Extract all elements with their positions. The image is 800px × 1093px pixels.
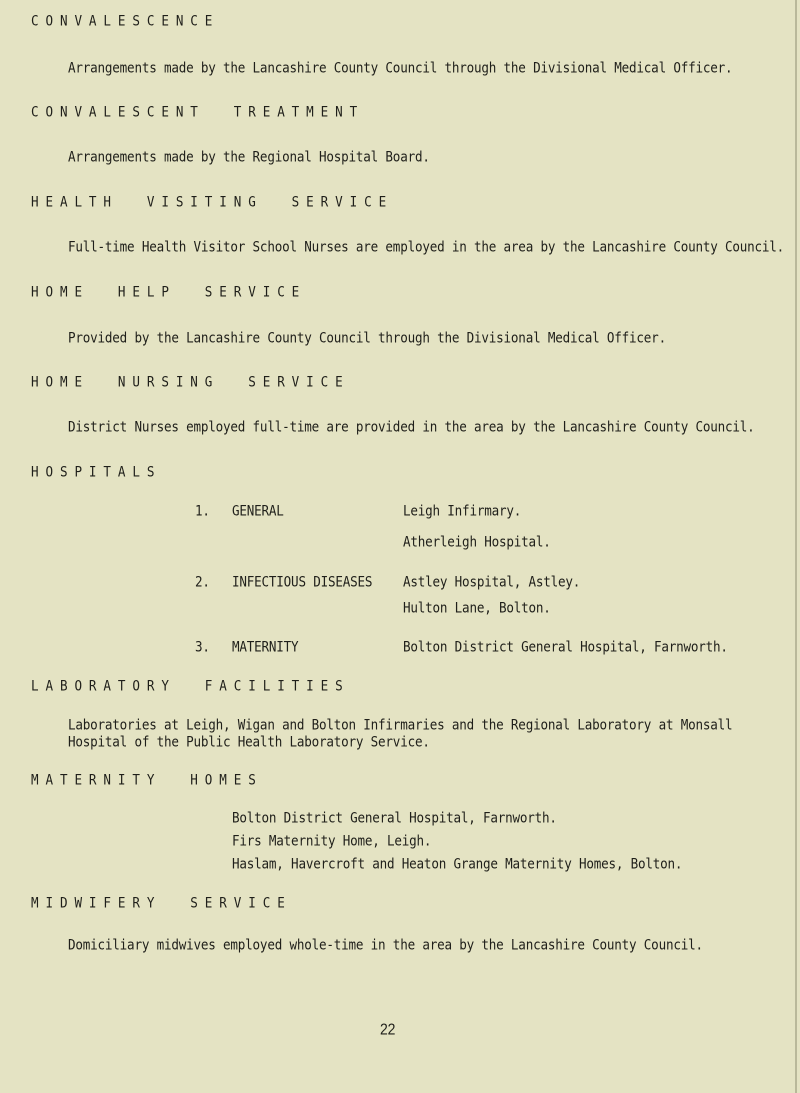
heading-laboratory: LABORATORY FACILITIES bbox=[31, 676, 350, 695]
hospital-category: INFECTIOUS DISEASES bbox=[232, 572, 373, 591]
hospital-place: Atherleigh Hospital. bbox=[403, 532, 551, 551]
page-edge bbox=[795, 0, 797, 1093]
hospital-place: Astley Hospital, Astley. bbox=[403, 572, 581, 591]
paragraph-midwifery: Domiciliary midwives employed whole-time in the area by the Lancashire County Council. bbox=[68, 935, 703, 954]
hospital-number: 1. bbox=[195, 501, 210, 520]
hospital-place: Bolton District General Hospital, Farnworth. bbox=[403, 637, 728, 656]
hospital-category: GENERAL bbox=[232, 501, 284, 520]
paragraph-laboratory-line: Laboratories at Leigh, Wigan and Bolton Infirmaries and the Regional Laboratory at Monsall bbox=[68, 715, 733, 734]
heading-health-visiting: HEALTH VISITING SERVICE bbox=[31, 192, 394, 211]
paragraph-convalescent-treatment: Arrangements made by the Regional Hospital Board. bbox=[68, 147, 430, 166]
paragraph-convalescence: Arrangements made by the Lancashire County Council through the Divisional Medical Officer. bbox=[68, 58, 733, 77]
hospital-place: Hulton Lane, Bolton. bbox=[403, 598, 551, 617]
hospital-category: MATERNITY bbox=[232, 637, 299, 656]
heading-midwifery: MIDWIFERY SERVICE bbox=[31, 893, 292, 912]
maternity-home-line: Firs Maternity Home, Leigh. bbox=[232, 831, 432, 850]
heading-hospitals: HOSPITALS bbox=[31, 462, 162, 481]
heading-convalescence: CONVALESCENCE bbox=[31, 11, 220, 30]
paragraph-health-visiting: Full-time Health Visitor School Nurses are employed in the area by the Lancashire County Council. bbox=[68, 237, 785, 256]
paragraph-laboratory-line: Hospital of the Public Health Laboratory Service. bbox=[68, 732, 430, 751]
hospital-number: 2. bbox=[195, 572, 210, 591]
heading-home-help: HOME HELP SERVICE bbox=[31, 282, 307, 301]
maternity-home-line: Haslam, Havercroft and Heaton Grange Maternity Homes, Bolton. bbox=[232, 854, 683, 873]
heading-maternity-homes: MATERNITY HOMES bbox=[31, 770, 263, 789]
page-number: 22 bbox=[380, 1019, 396, 1039]
heading-home-nursing: HOME NURSING SERVICE bbox=[31, 372, 350, 391]
paragraph-home-help: Provided by the Lancashire County Council through the Divisional Medical Officer. bbox=[68, 328, 666, 347]
maternity-home-line: Bolton District General Hospital, Farnworth. bbox=[232, 808, 557, 827]
paragraph-home-nursing: District Nurses employed full-time are provided in the area by the Lancashire County Council. bbox=[68, 417, 755, 436]
hospital-place: Leigh Infirmary. bbox=[403, 501, 522, 520]
heading-convalescent-treatment: CONVALESCENT TREATMENT bbox=[31, 102, 365, 121]
hospital-number: 3. bbox=[195, 637, 210, 656]
